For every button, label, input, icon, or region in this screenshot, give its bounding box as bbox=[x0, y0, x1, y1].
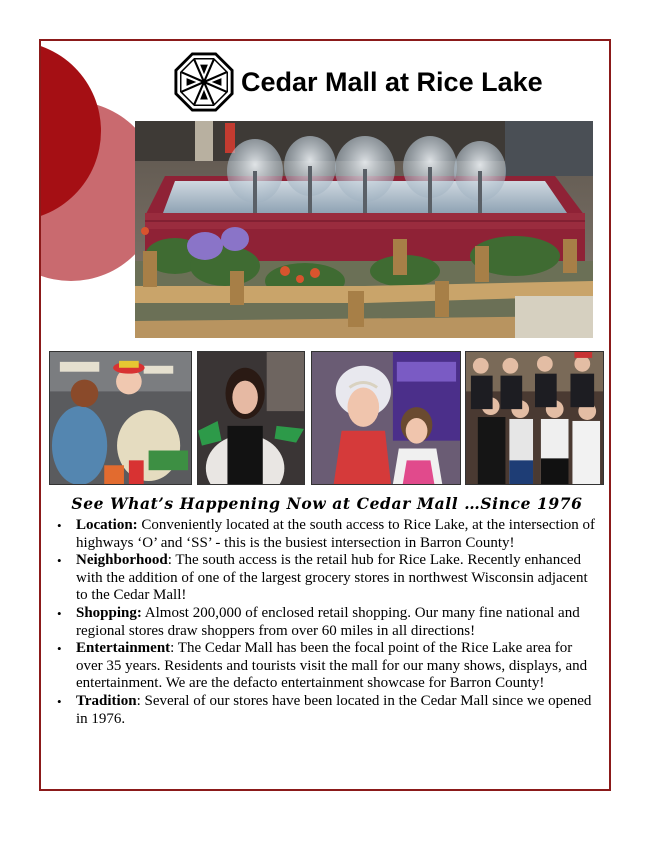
list-item-term: Neighborhood bbox=[76, 552, 168, 569]
list-item-tradition bbox=[57, 693, 597, 728]
octagon-sunburst-logo-icon bbox=[173, 51, 235, 113]
list-item-text: : The Cedar Mall has been the focal point of the Rice Lake area for over 35 years. Residents and tourists visit the mall for our many shows, displays, and entertainment. We are the defacto entertainment showcase for Barron County! bbox=[76, 640, 588, 692]
list-item-term: Location: bbox=[76, 517, 138, 533]
list-item-location bbox=[57, 517, 597, 552]
header bbox=[173, 51, 543, 113]
list-item-neighborhood bbox=[57, 552, 597, 605]
list-item-term: Entertainment bbox=[76, 640, 171, 657]
list-item-term: Shopping: bbox=[76, 604, 142, 621]
list-item-text: : The south access is the retail hub for Rice Lake. Recently enhanced with the addition of one of the largest grocery stores in northwest Wisconsin adjacent to the Cedar Mall! bbox=[76, 552, 588, 604]
list-item-shopping bbox=[57, 605, 597, 640]
list-item-text: Conveniently located at the south access to Rice Lake, at the intersection of highways ‘O’ and ‘SS’ - this is the busiest intersection in Barron County! bbox=[76, 517, 596, 551]
pageant-photo bbox=[311, 351, 461, 485]
list-item-term: Tradition bbox=[76, 692, 137, 709]
tagline: See What’s Happening Now at Cedar Mall …Since 1976 bbox=[71, 494, 583, 513]
page-title: Cedar Mall at Rice Lake bbox=[241, 66, 543, 97]
clown-photo bbox=[49, 351, 192, 485]
photo-strip bbox=[49, 351, 605, 485]
fountain-photo bbox=[135, 121, 593, 338]
list-item-text: Almost 200,000 of enclosed retail shopping. Our many fine national and regional stores draw shoppers from over 60 miles in all directions! bbox=[76, 604, 580, 639]
flyer-frame bbox=[39, 39, 611, 791]
list-item-text: : Several of our stores have been located in the Cedar Mall since we opened in 1976. bbox=[76, 692, 592, 727]
feature-list bbox=[57, 517, 597, 728]
singer-photo bbox=[197, 351, 305, 485]
list-item-entertainment bbox=[57, 640, 597, 693]
choir-photo bbox=[465, 351, 604, 485]
